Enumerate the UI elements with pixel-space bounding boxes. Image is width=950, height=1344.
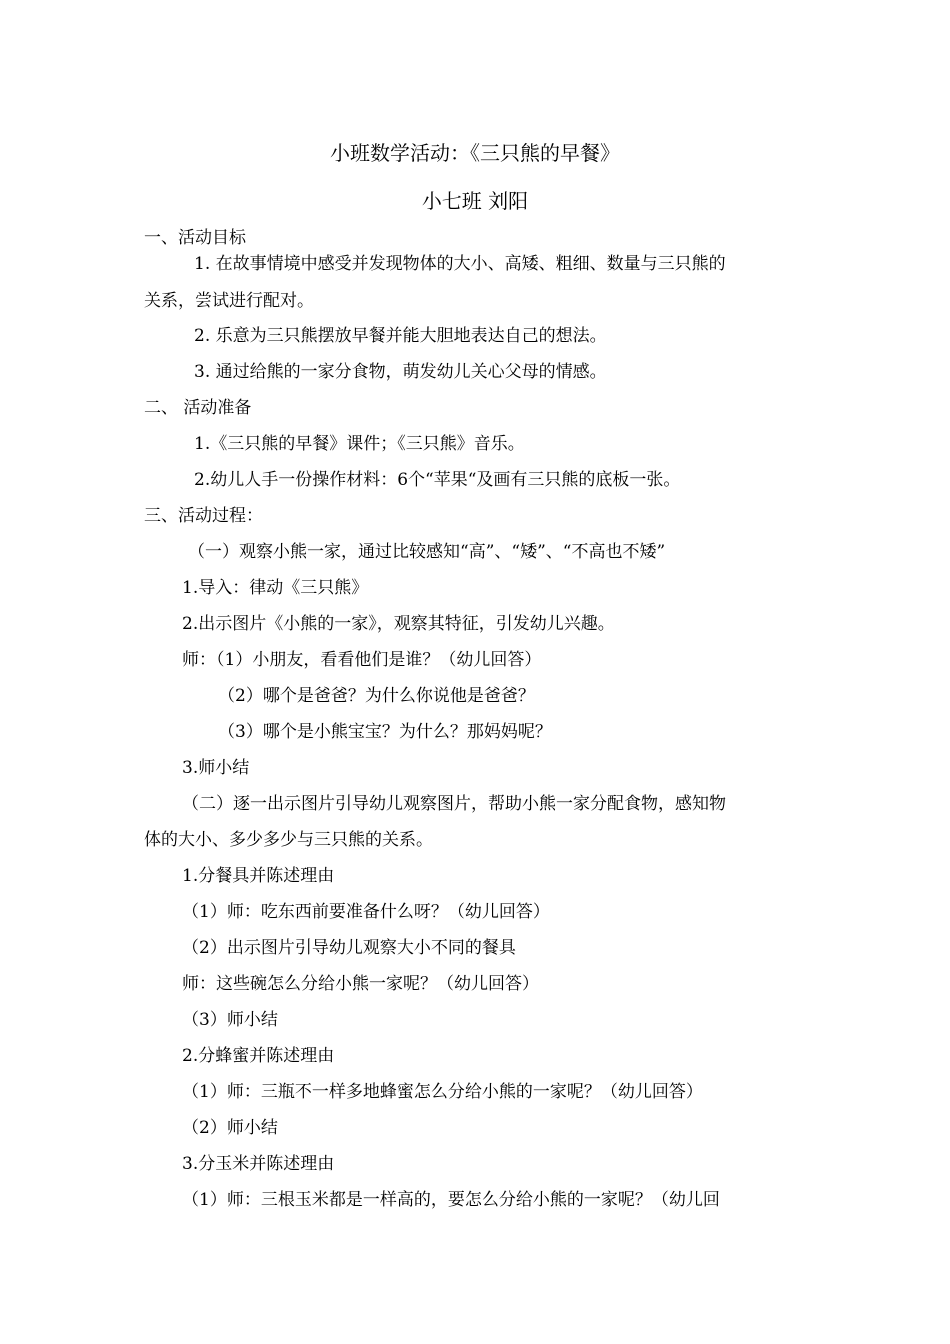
process-substep: （1）师：三根玉米都是一样高的，要怎么分给小熊的一家呢？（幼儿回 (182, 1190, 720, 1210)
process-step: 3.分玉米并陈述理由 (182, 1154, 335, 1174)
process-substep: （1）师：三瓶不一样多地蜂蜜怎么分给小熊的一家呢？（幼儿回答） (182, 1082, 703, 1102)
process-step: 1.分餐具并陈述理由 (182, 866, 335, 886)
section-heading-process: 三、活动过程： (144, 506, 263, 526)
process-substep: （3）师小结 (182, 1010, 278, 1030)
process-part-2-heading: （二）逐一出示图片引导幼儿观察图片，帮助小熊一家分配食物，感知物 (182, 794, 726, 814)
section-heading-goals: 一、活动目标 (144, 228, 246, 248)
process-part-1-heading: （一）观察小熊一家，通过比较感知“高”、“矮”、“不高也不矮” (188, 542, 666, 562)
process-step: 2.出示图片《小熊的一家》，观察其特征，引发幼儿兴趣。 (182, 614, 615, 634)
process-question: （2）哪个是爸爸？为什么你说他是爸爸？ (218, 686, 535, 706)
process-part-2-heading-cont: 体的大小、多少多少与三只熊的关系。 (144, 830, 433, 850)
process-step: 1.导入：律动《三只熊》 (182, 578, 369, 598)
document-title: 小班数学活动：《三只熊的早餐》 (330, 141, 620, 165)
goal-item-2: 2. 乐意为三只熊摆放早餐并能大胆地表达自己的想法。 (194, 326, 607, 346)
process-substep: （2）出示图片引导幼儿观察大小不同的餐具 (182, 938, 516, 958)
process-substep: 师：这些碗怎么分给小熊一家呢？（幼儿回答） (182, 974, 539, 994)
process-substep: （2）师小结 (182, 1118, 278, 1138)
prep-item-2: 2.幼儿人手一份操作材料：6个“苹果“及画有三只熊的底板一张。 (194, 470, 681, 490)
goal-item-3: 3. 通过给熊的一家分食物，萌发幼儿关心父母的情感。 (194, 362, 607, 382)
process-step: 3.师小结 (182, 758, 250, 778)
process-substep: （1）师：吃东西前要准备什么呀？（幼儿回答） (182, 902, 550, 922)
document-subtitle: 小七班 刘阳 (421, 189, 529, 213)
process-question: （3）哪个是小熊宝宝？为什么？那妈妈呢？ (218, 722, 552, 742)
process-step: 2.分蜂蜜并陈述理由 (182, 1046, 335, 1066)
prep-item-1: 1.《三只熊的早餐》课件；《三只熊》音乐。 (194, 434, 525, 454)
goal-item-1: 1. 在故事情境中感受并发现物体的大小、高矮、粗细、数量与三只熊的 (194, 254, 726, 274)
process-question: 师：（1）小朋友，看看他们是谁？（幼儿回答） (182, 650, 542, 670)
goal-item-1-cont: 关系，尝试进行配对。 (144, 291, 314, 311)
section-heading-preparation: 二、 活动准备 (144, 398, 252, 418)
